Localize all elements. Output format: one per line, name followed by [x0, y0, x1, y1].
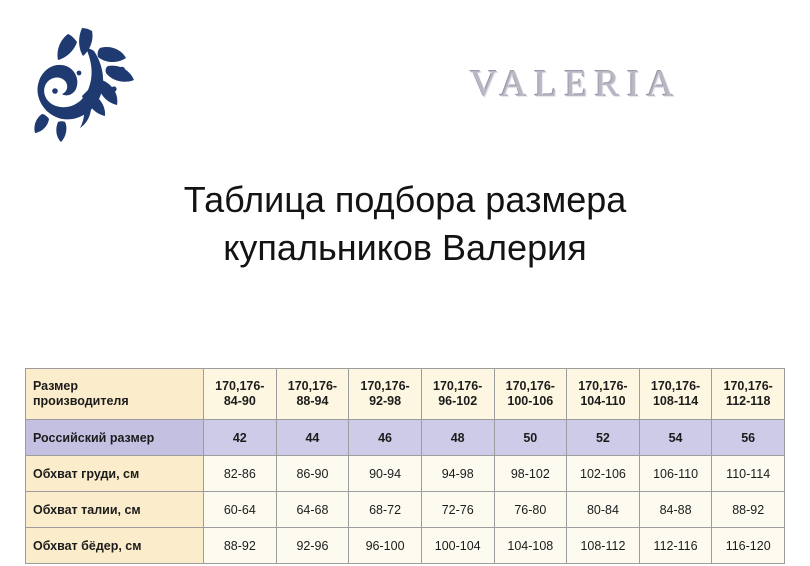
cell-hips-7: 112-116 — [639, 528, 712, 564]
floral-ornament-logo-icon — [22, 18, 157, 148]
row-label-line-1: Размер — [33, 379, 79, 393]
cell-text-line-1: 170,176- — [433, 379, 483, 393]
cell-russian-5: 50 — [494, 420, 567, 456]
cell-bust-8: 110-114 — [712, 456, 785, 492]
cell-bust-7: 106-110 — [639, 456, 712, 492]
row-label-hips: Обхват бёдер, см — [26, 528, 204, 564]
cell-text-line-2: 96-102 — [438, 394, 478, 408]
cell-text-line-1: 170,176- — [505, 379, 555, 393]
table-row-manufacturer-size — [26, 369, 785, 420]
cell-manufacturer-8 — [712, 369, 785, 420]
row-label-russian-size: Российский размер — [26, 420, 204, 456]
brand-name: VALERIA — [470, 63, 681, 105]
cell-manufacturer-6 — [567, 369, 640, 420]
page-title-line-1: Таблица подбора размера — [183, 179, 627, 220]
cell-bust-5: 98-102 — [494, 456, 567, 492]
cell-manufacturer-5 — [494, 369, 567, 420]
cell-russian-2: 44 — [276, 420, 349, 456]
cell-text-line-2: 92-98 — [369, 394, 402, 408]
row-label-waist: Обхват талии, см — [26, 492, 204, 528]
cell-russian-6: 52 — [567, 420, 640, 456]
page-title-line-2: купальников Валерия — [223, 227, 587, 268]
cell-text-line-2: 104-110 — [580, 394, 626, 408]
cell-bust-2: 86-90 — [276, 456, 349, 492]
cell-hips-4: 100-104 — [421, 528, 494, 564]
page-header — [0, 0, 810, 160]
cell-russian-4: 48 — [421, 420, 494, 456]
row-label-line-2: производителя — [33, 394, 129, 408]
cell-bust-1: 82-86 — [204, 456, 277, 492]
cell-manufacturer-3 — [349, 369, 422, 420]
row-label-manufacturer-size — [26, 369, 204, 420]
cell-hips-8: 116-120 — [712, 528, 785, 564]
cell-waist-8: 88-92 — [712, 492, 785, 528]
cell-hips-2: 92-96 — [276, 528, 349, 564]
cell-waist-5: 76-80 — [494, 492, 567, 528]
cell-waist-2: 64-68 — [276, 492, 349, 528]
size-chart-table — [25, 368, 785, 564]
cell-text-line-1: 170,176- — [650, 379, 701, 393]
cell-hips-6: 108-112 — [567, 528, 640, 564]
size-chart-table-container — [25, 368, 785, 564]
cell-manufacturer-7 — [639, 369, 712, 420]
cell-russian-8: 56 — [712, 420, 785, 456]
cell-russian-1: 42 — [204, 420, 277, 456]
page-title — [55, 176, 755, 272]
table-row-hips — [26, 528, 785, 564]
row-label-bust: Обхват груди, см — [26, 456, 204, 492]
cell-text-line-2: 88-94 — [296, 394, 329, 408]
cell-waist-4: 72-76 — [421, 492, 494, 528]
cell-text-line-1: 170,176- — [578, 379, 628, 393]
cell-bust-6: 102-106 — [567, 456, 640, 492]
cell-bust-3: 90-94 — [349, 456, 422, 492]
cell-waist-3: 68-72 — [349, 492, 422, 528]
table-row-waist — [26, 492, 785, 528]
cell-text-line-1: 170,176- — [360, 379, 410, 393]
cell-hips-3: 96-100 — [349, 528, 422, 564]
table-row-bust — [26, 456, 785, 492]
cell-waist-1: 60-64 — [204, 492, 277, 528]
cell-russian-7: 54 — [639, 420, 712, 456]
cell-text-line-2: 100-106 — [507, 394, 554, 408]
cell-text-line-2: 112-118 — [725, 394, 771, 408]
cell-manufacturer-2 — [276, 369, 349, 420]
cell-bust-4: 94-98 — [421, 456, 494, 492]
cell-russian-3: 46 — [349, 420, 422, 456]
cell-text-line-1: 170,176- — [723, 379, 773, 393]
cell-waist-7: 84-88 — [639, 492, 712, 528]
cell-hips-1: 88-92 — [204, 528, 277, 564]
cell-manufacturer-1 — [204, 369, 277, 420]
table-row-russian-size — [26, 420, 785, 456]
cell-waist-6: 80-84 — [567, 492, 640, 528]
cell-text-line-1: 170,176- — [215, 379, 265, 393]
cell-text-line-2: 108-114 — [652, 394, 699, 408]
cell-manufacturer-4 — [421, 369, 494, 420]
cell-hips-5: 104-108 — [494, 528, 567, 564]
cell-text-line-1: 170,176- — [287, 379, 338, 393]
cell-text-line-2: 84-90 — [223, 394, 256, 408]
